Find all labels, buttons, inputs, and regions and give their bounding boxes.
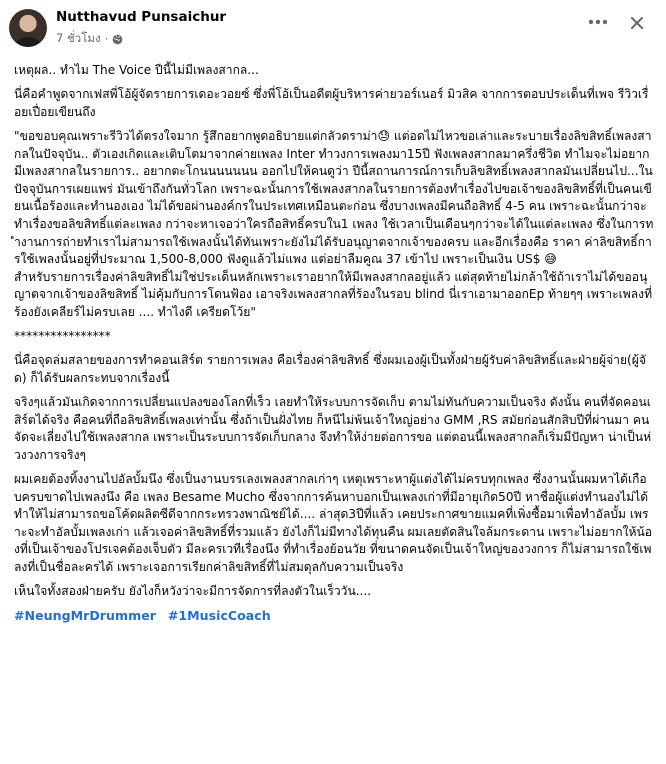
post-time[interactable]: 7 ชั่วโมง <box>56 31 101 45</box>
hashtag-link[interactable]: #1MusicCoach <box>167 608 271 624</box>
post-paragraph: ผมเคยต้องทิ้งงานไปอัลบั้มนึง ซึ่งเป็นงานบรรเลงเพลงสากลเก่าๆ เหตุเพราะหาผู้แต่งได้ไม่ครบทุกเพลง ซึ่งงานนั้นผมหาได้เกือบครบขาดไปเพลงนึง คือ เพลง Besame Mucho ซึ่งจากการค้นหาบอกเป็นเพลงเก่าที่มีอายุเกิด50ปี หาชื่อผู้แต่งทำนองไม่ได้ ทำให้ไม่สามารถขอโค้ดผลิตซีดีจากกระทรวงพาณิชย์ได้.... ล่าสุด3ปีที่แล้ว เคยประกาศขายแมคที่เพิ่งซื้อมาเพื่อทำอัลบั้ม เพราะจะทำอัลบั้มเพลงเก่า แล้วเจอค่าลิขสิทธิ์ที่รวมแล้ว ยังไงก็ไม่มีทางได้ทุนคืน ผมเลยตัดสินใจล้มกระดาน เพราะไม่อยากให้น้องที่เป็นเจ้าของโปรเจคต้องเจ็บตัว มีละครเวทีเรื่องนึง ที่ทำเรื่องย้อนวัย ที่ขนาดคนจัดเป็นเจ้าใหญ่ของวงการ ก็ไม่สามารถใช้เพลงที่เป็นชื่อละครได้ เพราะเจอการเรียกค่าลิขสิทธิ์ที่ไม่สมดุลกับความเป็นจริง <box>14 472 652 574</box>
post-paragraph: เห็นใจทั้งสองฝ่ายครับ ยังไงก็หวังว่าจะมีการจัดการที่ลงตัวในเร็ววัน.... <box>14 584 372 599</box>
post-paragraph: "ขอขอบคุณเพราะรีวิวได้ตรงใจมาก รู้สึกอยากพูดอธิบายแต่กลัวดราม่า😓 แต่อดไม่ไหวขอเล่าและระบายเรื่องลิขสิทธิ์เพลงสากลในปัจจุบัน.. ตัวเองเกิดและเติบโตมาจากค่ายเพลง Inter ทำวงการเพลงมา15ปี ฟังเพลงสากลมาครึ่งชีวิต ทำไมจะไม่อยากมีเพลงสากลในรายการ.. อยากตะโกนนนนนนน ออกไปให้คนดูว่า ปีนี้สถานการณ์การเก็บลิขสิทธิ์เพลงสากลมันเปลี่ยนไป...ในปัจจุบันการเผยแพร่ มันเข้าถึงกันทั่วโลก เพราะฉะนั้นการใช้เพลงสากลในรายการต้องทำเรื่องไปขอเจ้าของลิขสิทธิ์ที่เป็นคนเขียนเนื้อร้องและทำนองเอง ไม่ได้ขอผ่านองค์กรในประเทศเหมือนตะก่อน ซึ่งบางเพลงมีคนถือสิทธิ์ 4-5 คน เพราะฉะนั้นกว่าจะทำเรื่องขอลิขสิทธิ์แต่ละเพลง กว่าจะหาเจอว่าใครถือสิทธิ์ครบใน1 เพลง ใช้เวลาเป็นเดือนๆกว่าจะได้ในแต่ละเพลง ซึ่งในการทำงานการถ่ายทำเราไม่สามารถใช้เพลงนั้นได้ทันเพราะยังไม่ได้รับอนุญาตจากเจ้าของครบ และอีกเรื่องคือ ราคา ค่าลิขสิทธิ์การใช้เพลงนั้นอยู่ที่ประมาณ 1,500-8,000 ฟังดูแล้วไม่แพง แต่อย่าลืมคูณ 37 เข้าไป เพราะเป็นเงิน US$ 😅 <box>14 128 654 267</box>
post-paragraph: เหตุผล.. ทำไม The Voice ปีนี้ไม่มีเพลงสากล... <box>14 63 259 77</box>
post-header <box>0 0 666 56</box>
globe-icon <box>112 34 123 45</box>
more-options-button[interactable] <box>584 12 612 32</box>
post-paragraph: นี่คือคำพูดจากเฟสพี่โอ้ผู้จัดรายการเดอะวอยซ์ ซึ่งพี่โอ้เป็นอดีตผู้บริหารค่ายวอร์เนอร์ มิวสิค จากการตอบประเด็นที่เพจ รีวิวเรื่อยเปื่อยเขียนถึง <box>14 87 649 119</box>
author-name[interactable]: Nutthavud Punsaichur <box>56 9 227 25</box>
more-icon <box>588 19 608 25</box>
avatar[interactable] <box>9 9 47 47</box>
hashtags <box>14 607 654 626</box>
post-paragraph: สำหรับรายการเรื่องค่าลิขสิทธิ์ไม่ใช่ประเด็นหลักเพราะเราอยากให้มีเพลงสากลอยู่แล้ว แต่สุดท้ายไม่กล้าใช้ถ้าเราไม่ได้ขออนุญาตจากเจ้าของลิขสิทธิ์ ไม่คุ้มกับการโดนฟ้อง เอาจริงเพลงสากลที่ร้องในรอบ blind นี่เราเอามาออกEp ท้ายๆๆ เพราะเพลงที่ร้องยังเคลียร์ไม่ครบเลย .... ทำไงดี เครียดโว้ย" <box>14 269 653 319</box>
close-icon <box>630 16 644 30</box>
post-paragraph: นี่คือจุดล่มสลายของการทำคอนเสิร์ต รายการเพลง คือเรื่องค่าลิขสิทธิ์ ซึ่งผมเองผู้เป็นทั้งฝ่ายผู้รับค่าลิขสิทธิ์และฝ่ายผู้จ่าย(ผู้จัด) ก็ได้รับผลกระทบจากเรื่องนี้ <box>14 353 646 385</box>
close-button[interactable] <box>626 12 648 34</box>
post-body <box>14 62 654 633</box>
hashtag-link[interactable]: #NeungMrDrummer <box>14 608 156 624</box>
separator-stars: **************** <box>14 329 111 344</box>
post-paragraph: จริงๆแล้วมันเกิดจากการเปลี่ยนแปลงของโลกที่เร็ว เลยทำให้ระบบการจัดเก็บ ตามไม่ทันกับความเป็นจริง ดังนั้น คนที่จัดคอนเสิร์ตได้จริง คือคนที่ถือลิขสิทธิ์เพลงเท่านั้น ซึ่งถ้าเป็นฝั่งไทย ก็หนีไม่พ้นเจ้าใหญ่อย่าง GMM ,RS สมัยก่อนสักสิบปีที่ผ่านมา คนจัดจะเลี่ยงไปใช้เพลงสากล เพราะเป็นระบบการจัดเก็บกลาง จึงทำให้ง่ายต่อการขอ แต่ตอนนี้เพลงสากลก็เริ่มมีปัญหา น่าเป็นห่วงวงการจริงๆ <box>14 395 652 462</box>
post-meta <box>56 30 123 48</box>
meta-separator: · <box>104 32 109 46</box>
